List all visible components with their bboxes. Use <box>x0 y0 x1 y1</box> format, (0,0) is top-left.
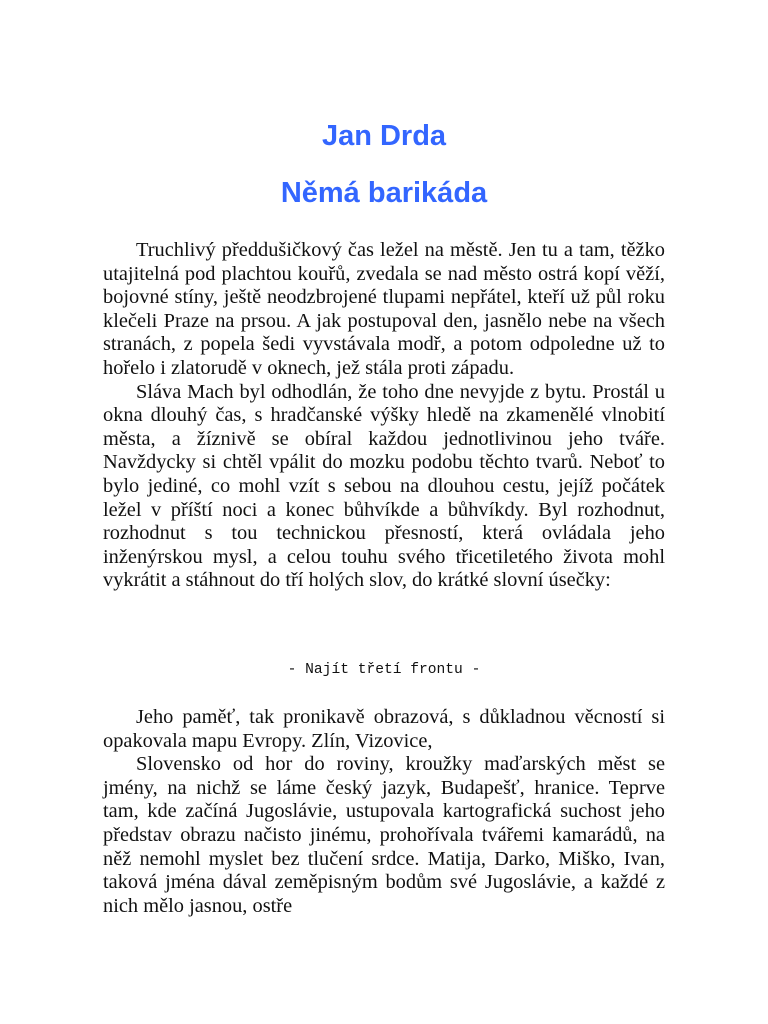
paragraph: Truchlivý předdušičkový čas ležel na městě. Jen tu a tam, těžko utajitelná pod plachtou kouřů, zvedala se nad město ostrá kopí věží, bojovné stíny, ještě neodzbrojené tlupami nepřátel, kteří už půl roku klečeli Praze na prsou. A jak postupoval den, jasnělo nebe na všech stranách, z popela šedi vyvstávala modř, a potom odpoledne už to hořelo i zlatorudě v oknech, jež stála proti západu. <box>103 239 665 379</box>
motto-line: - Najít třetí frontu - <box>287 662 481 678</box>
book-title-heading: Němá barikáda <box>280 177 488 209</box>
text-block-before-motto <box>103 239 665 593</box>
paragraph: Jeho paměť, tak pronikavě obrazová, s důkladnou věcností si opakovala mapu Evropy. Zlín, Vizovice, <box>103 706 665 752</box>
author-heading: Jan Drda <box>321 120 447 152</box>
paragraph: Sláva Mach byl odhodlán, že toho dne nevyjde z bytu. Prostál u okna dlouhý čas, s hradčanské výšky hledě na zkamenělé vlnobití města, a žíznivě se obíral každou jednotlivinou jeho tváře. Navždycky si chtěl vpálit do mozku podobu těchto tvarů. Neboť to bylo jediné, co mohl vzít s sebou na dlouhou cestu, jejíž počátek ležel v příští noci a konec bůhvíkde a bůhvíkdy. Byl rozhodnut, rozhodnut s tou technickou přesností, která ovládala jeho inženýrskou mysl, a celou touhu svého třicetiletého života mohl vykrátit a stáhnout do tří holých slov, do krátké slovní úsečky: <box>103 380 665 592</box>
text-block-after-motto <box>103 706 665 918</box>
paragraph: Slovensko od hor do roviny, kroužky maďarských měst se jmény, na nichž se láme český jazyk, Budapešť, hranice. Teprve tam, kde začíná Jugoslávie, ustupovala kartografická suchost jeho představ obrazu načisto jinému, prohořívala tvářemi kamarádů, na něž nemohl myslet bez tlučení srdce. Matija, Darko, Miško, Ivan, taková jména dával zeměpisným bodům své Jugoslávie, a každé z nich mělo jasnou, ostře <box>103 753 665 917</box>
